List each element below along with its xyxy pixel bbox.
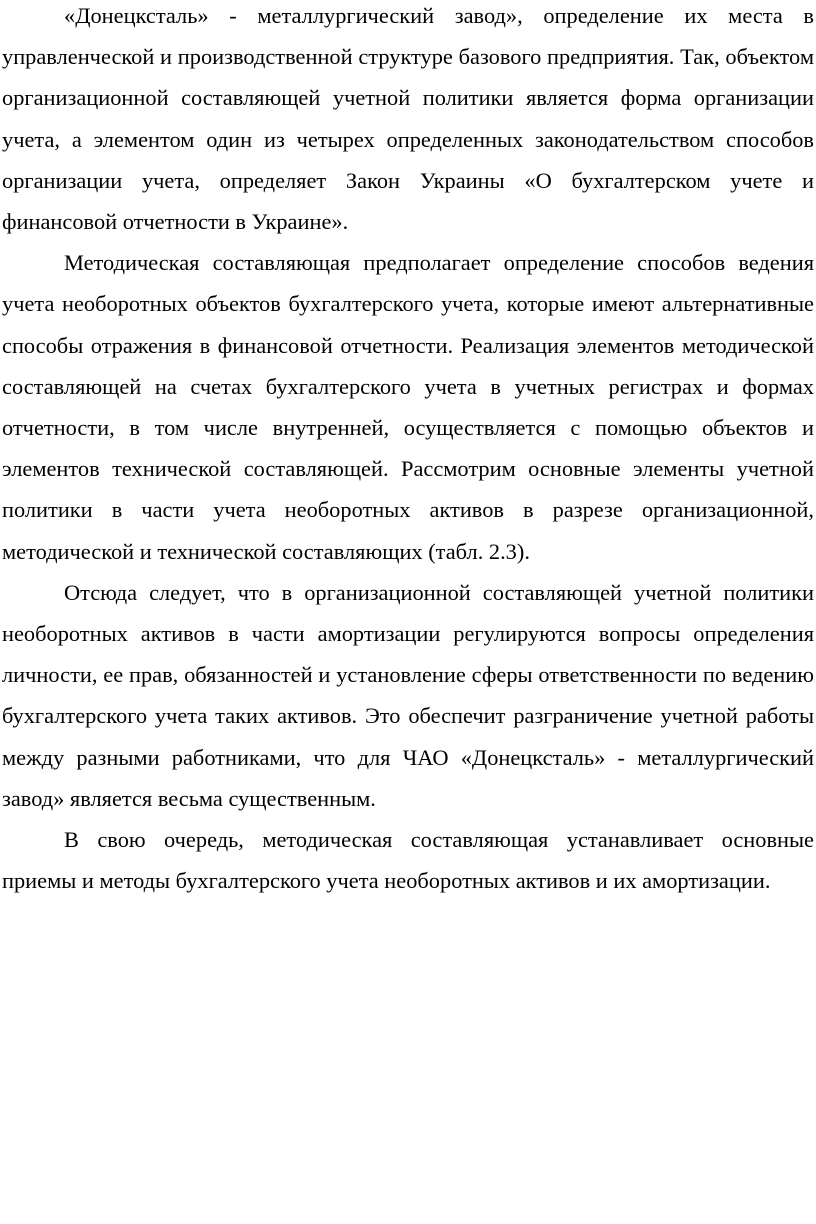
paragraph-1: «Донецксталь» - металлургический завод», определение их места в управленческой и производственной структуре базового предприятия. Так, объектом организационной составляющей учетной политики является форма организации учета, а элементом один из четырех определенных законодательством способов организации учета, определяет Закон Украины «О бухгалтерском учете и финансовой отчетности в Украине». (2, 3, 814, 235)
paragraph-4: В свою очередь, методическая составляющая устанавливает основные приемы и методы бухгалтерского учета необоротных активов и их амортизации. (2, 827, 814, 894)
paragraph-2: Методическая составляющая предполагает определение способов ведения учета необоротных объектов бухгалтерского учета, которые имеют альтернативные способы отражения в финансовой отчетности. Реализация элементов методической составляющей на счетах бухгалтерского учета в учетных регистрах и формах отчетности, в том числе внутренней, осуществляется с помощью объектов и элементов технической составляющей. Рассмотрим основные элементы учетной политики в части учета необоротных активов в разрезе организационной, методической и технической составляющих (табл. 2.3). (2, 250, 814, 564)
document-body (2, 0, 814, 901)
paragraph-3: Отсюда следует, что в организационной составляющей учетной политики необоротных активов в части амортизации регулируются вопросы определения личности, ее прав, обязанностей и установление сферы ответственности по ведению бухгалтерского учета таких активов. Это обеспечит разграничение учетной работы между разными работниками, что для ЧАО «Донецксталь» - металлургический завод» является весьма существенным. (2, 579, 814, 811)
